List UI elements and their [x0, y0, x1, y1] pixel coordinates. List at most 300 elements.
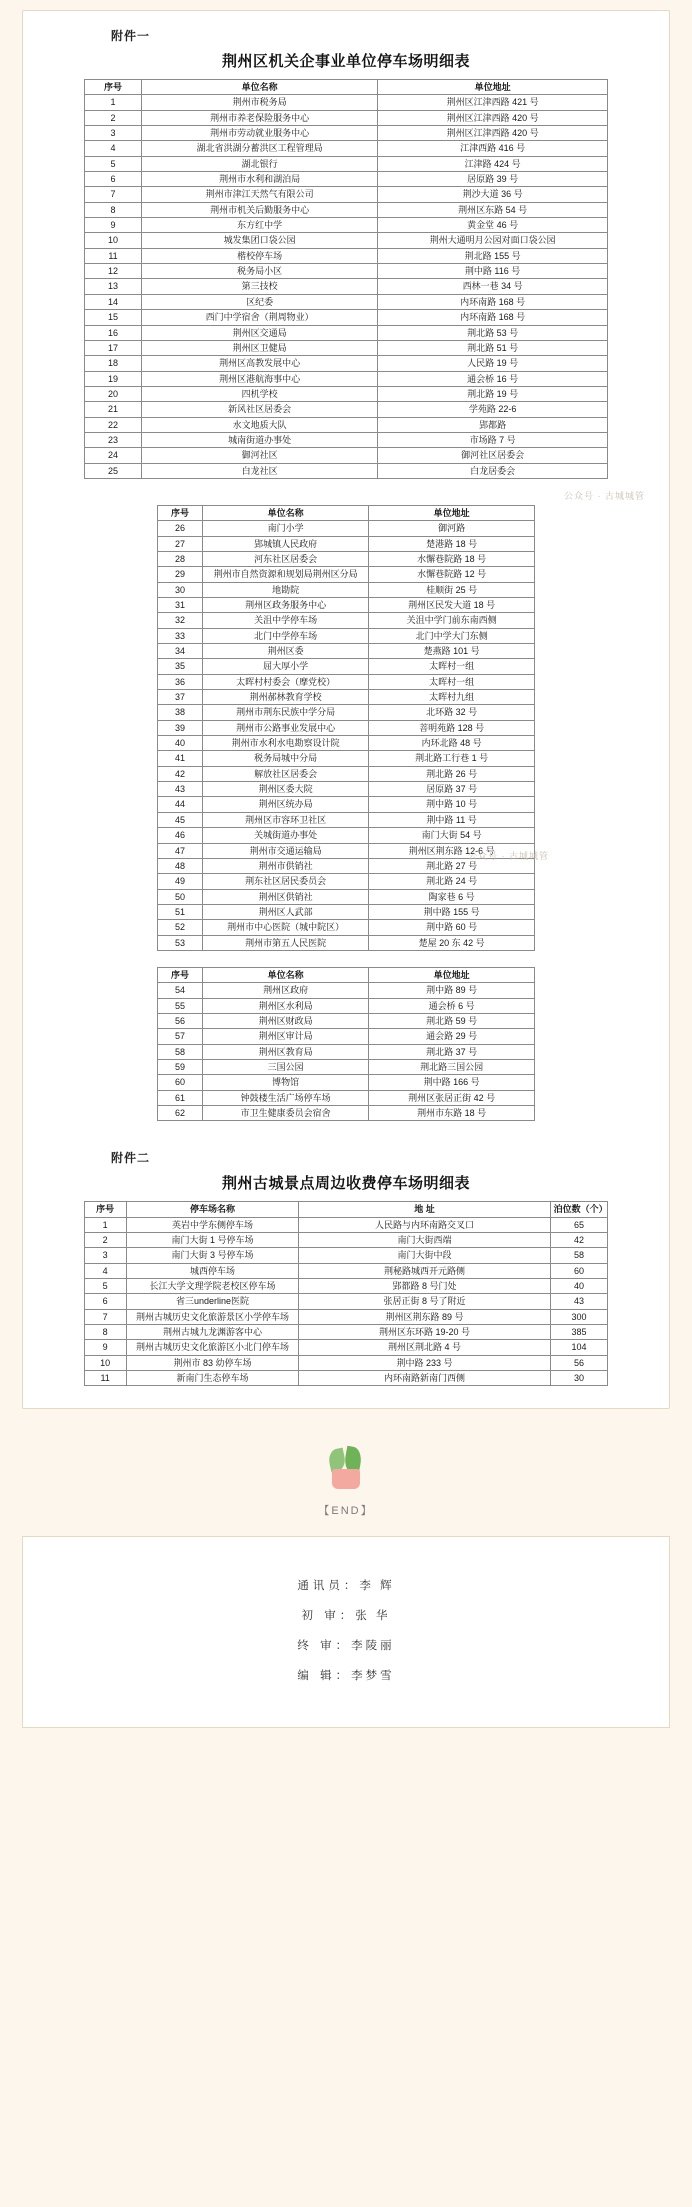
cell-index: 26 — [157, 521, 202, 536]
cell-index: 9 — [84, 218, 142, 233]
table-row — [84, 1340, 608, 1355]
attachment-sheet — [22, 10, 670, 1409]
table-row — [157, 582, 534, 597]
table-row — [84, 218, 608, 233]
table-row — [157, 889, 534, 904]
cell-unit-name: 新风社区居委会 — [142, 402, 378, 417]
cell-index: 21 — [84, 402, 142, 417]
cell-unit-name: 解放社区居委会 — [203, 766, 369, 781]
cell-unit-address: 荆州区江津西路 421 号 — [377, 95, 607, 110]
cell-address: 荆秘路城西开元路侧 — [299, 1263, 550, 1278]
cell-index: 33 — [157, 628, 202, 643]
cell-unit-address: 内环北路 48 号 — [369, 736, 535, 751]
table-row — [84, 432, 608, 447]
cell-index: 43 — [157, 782, 202, 797]
cell-unit-name: 第三技校 — [142, 279, 378, 294]
table-row — [84, 141, 608, 156]
cell-lot-name: 英岩中学东侧停车场 — [126, 1217, 299, 1232]
cell-index: 47 — [157, 843, 202, 858]
cell-index: 50 — [157, 889, 202, 904]
table-header-row — [84, 80, 608, 95]
credit-value: 李 辉 — [359, 1580, 395, 1593]
table-row — [84, 1309, 608, 1324]
cell-space-count: 43 — [550, 1294, 608, 1309]
cell-index: 7 — [84, 1309, 126, 1324]
cell-index: 19 — [84, 371, 142, 386]
cell-lot-name: 荆州古城历史文化旅游区小北门停车场 — [126, 1340, 299, 1355]
cell-index: 4 — [84, 141, 142, 156]
cell-unit-name: 南门小学 — [203, 521, 369, 536]
attachment-1-label: 附件一 — [111, 29, 151, 43]
table-row — [84, 1263, 608, 1278]
cell-unit-name: 四机学校 — [142, 386, 378, 401]
cell-index: 57 — [157, 1029, 202, 1044]
cell-index: 14 — [84, 294, 142, 309]
cell-lot-name: 省三underline医院 — [126, 1294, 299, 1309]
cell-unit-address: 南门大街 54 号 — [369, 828, 535, 843]
cell-unit-address: 楚港路 18 号 — [369, 536, 535, 551]
table-row — [84, 1279, 608, 1294]
col-header-index: 序号 — [84, 80, 142, 95]
cell-unit-address: 荆北路 26 号 — [369, 766, 535, 781]
cell-unit-name: 西门中学宿舍（荆周物业） — [142, 310, 378, 325]
table-row — [84, 325, 608, 340]
cell-unit-address: 荆中路 89 号 — [369, 983, 535, 998]
cell-unit-address: 通会桥 6 号 — [369, 998, 535, 1013]
cell-index: 46 — [157, 828, 202, 843]
table-row — [157, 998, 534, 1013]
cell-index: 61 — [157, 1090, 202, 1105]
cell-unit-address: 白龙居委会 — [377, 463, 607, 478]
cell-unit-address: 荆中路 116 号 — [377, 264, 607, 279]
table-row — [157, 1044, 534, 1059]
credit-row — [23, 1667, 669, 1683]
cell-unit-address: 黄金堂 46 号 — [377, 218, 607, 233]
cell-unit-name: 荆州区统办局 — [203, 797, 369, 812]
cell-unit-address: 陶家巷 6 号 — [369, 889, 535, 904]
cell-unit-name: 关城街道办事处 — [203, 828, 369, 843]
cell-index: 52 — [157, 920, 202, 935]
table-row — [157, 659, 534, 674]
cell-unit-name: 荆州市交通运输局 — [203, 843, 369, 858]
cell-lot-name: 新南门生态停车场 — [126, 1371, 299, 1386]
cell-index: 56 — [157, 1013, 202, 1028]
cell-index: 10 — [84, 1355, 126, 1370]
cell-index: 40 — [157, 736, 202, 751]
cell-unit-name: 荆州区人武部 — [203, 904, 369, 919]
cell-unit-address: 御河路 — [369, 521, 535, 536]
col-header-unit-name: 单位名称 — [203, 505, 369, 520]
cell-unit-name: 荆州区港航海事中心 — [142, 371, 378, 386]
cell-index: 59 — [157, 1059, 202, 1074]
cell-unit-address: 荆州区江津西路 420 号 — [377, 126, 607, 141]
cell-index: 32 — [157, 613, 202, 628]
cell-index: 29 — [157, 567, 202, 582]
cell-unit-address: 荆州大通明月公园对面口袋公园 — [377, 233, 607, 248]
cell-unit-name: 荆州区教育局 — [203, 1044, 369, 1059]
credit-label: 终 审： — [297, 1640, 352, 1653]
cell-unit-address: 荆中路 60 号 — [369, 920, 535, 935]
cell-unit-name: 荆州市第五人民医院 — [203, 935, 369, 950]
col-header-unit-address: 单位地址 — [369, 505, 535, 520]
cell-address: 人民路与内环南路交叉口 — [299, 1217, 550, 1232]
cell-unit-name: 城发集团口袋公园 — [142, 233, 378, 248]
cell-lot-name: 荆州古城九龙渊游客中心 — [126, 1325, 299, 1340]
cell-unit-name: 三国公园 — [203, 1059, 369, 1074]
cell-address: 南门大街西端 — [299, 1233, 550, 1248]
cell-unit-name: 荆州区供销社 — [203, 889, 369, 904]
table-row — [84, 1325, 608, 1340]
cell-unit-name: 荆州区审计局 — [203, 1029, 369, 1044]
table-row — [84, 340, 608, 355]
cell-index: 16 — [84, 325, 142, 340]
cell-unit-name: 荆州市机关后勤服务中心 — [142, 202, 378, 217]
cell-unit-name: 城南街道办事处 — [142, 432, 378, 447]
cell-unit-address: 荆中路 155 号 — [369, 904, 535, 919]
cell-unit-address: 荆北路 37 号 — [369, 1044, 535, 1059]
cell-index: 22 — [84, 417, 142, 432]
cell-unit-name: 税务局城中分局 — [203, 751, 369, 766]
cell-index: 39 — [157, 720, 202, 735]
cell-unit-name: 湖北省洪湖分蓄洪区工程管理局 — [142, 141, 378, 156]
table-row — [157, 521, 534, 536]
cell-unit-address: 北环路 32 号 — [369, 705, 535, 720]
table-row — [157, 551, 534, 566]
cell-index: 10 — [84, 233, 142, 248]
table-row — [84, 187, 608, 202]
col-header-index: 序号 — [157, 967, 202, 982]
cell-index: 5 — [84, 156, 142, 171]
cell-unit-address: 荆北路 59 号 — [369, 1013, 535, 1028]
cell-index: 54 — [157, 983, 202, 998]
cell-index: 8 — [84, 202, 142, 217]
cell-unit-address: 内环南路 168 号 — [377, 310, 607, 325]
cell-index: 35 — [157, 659, 202, 674]
table-row — [157, 904, 534, 919]
table-row — [157, 1075, 534, 1090]
cell-unit-name: 郢城镇人民政府 — [203, 536, 369, 551]
table-row — [84, 1355, 608, 1370]
table-row — [84, 126, 608, 141]
cell-index: 17 — [84, 340, 142, 355]
table-row — [84, 279, 608, 294]
cell-unit-address: 御河社区居委会 — [377, 448, 607, 463]
cell-unit-address: 郢都路 — [377, 417, 607, 432]
cell-unit-name: 税务局小区 — [142, 264, 378, 279]
cell-index: 3 — [84, 1248, 126, 1263]
col-header-unit-address: 单位地址 — [369, 967, 535, 982]
cell-address: 南门大街中段 — [299, 1248, 550, 1263]
cell-unit-address: 内环南路 168 号 — [377, 294, 607, 309]
cell-unit-name: 区纪委 — [142, 294, 378, 309]
cell-unit-name: 钟鼓楼生活广场停车场 — [203, 1090, 369, 1105]
cell-address: 郢都路 8 号门处 — [299, 1279, 550, 1294]
cell-index: 24 — [84, 448, 142, 463]
table-row — [84, 233, 608, 248]
table-row — [157, 736, 534, 751]
table-row — [84, 202, 608, 217]
cell-unit-address: 居原路 37 号 — [369, 782, 535, 797]
table-row — [157, 690, 534, 705]
cell-unit-address: 荆北路工行巷 1 号 — [369, 751, 535, 766]
cell-unit-name: 荆州区政府 — [203, 983, 369, 998]
cell-unit-address: 荆北路 155 号 — [377, 248, 607, 263]
table-row — [157, 1106, 534, 1121]
table-row — [84, 1217, 608, 1232]
cell-unit-name: 太晖村村委会（摩党校） — [203, 674, 369, 689]
cell-space-count: 42 — [550, 1233, 608, 1248]
cell-index: 60 — [157, 1075, 202, 1090]
table-row — [157, 613, 534, 628]
col-header-space-count: 泊位数（个） — [550, 1202, 608, 1217]
cell-space-count: 40 — [550, 1279, 608, 1294]
cell-unit-name: 荆东社区居民委员会 — [203, 874, 369, 889]
table-row — [84, 1294, 608, 1309]
col-header-address: 地 址 — [299, 1202, 550, 1217]
col-header-unit-name: 单位名称 — [142, 80, 378, 95]
cell-address: 荆州区荆东路 89 号 — [299, 1309, 550, 1324]
cell-lot-name: 长江大学文理学院老校区停车场 — [126, 1279, 299, 1294]
cell-unit-name: 荆州市养老保险服务中心 — [142, 110, 378, 125]
cell-unit-name: 荆州区高教发展中心 — [142, 356, 378, 371]
cell-index: 27 — [157, 536, 202, 551]
cell-unit-address: 菩明苑路 128 号 — [369, 720, 535, 735]
cell-index: 18 — [84, 356, 142, 371]
cell-unit-address: 北门中学大门东侧 — [369, 628, 535, 643]
table-row — [157, 983, 534, 998]
cell-lot-name: 南门大街 1 号停车场 — [126, 1233, 299, 1248]
credit-value: 张 华 — [355, 1610, 391, 1623]
cell-unit-address: 江津路 424 号 — [377, 156, 607, 171]
cell-unit-address: 江津西路 416 号 — [377, 141, 607, 156]
cell-unit-address: 荆中路 166 号 — [369, 1075, 535, 1090]
cell-unit-name: 荆州区水利局 — [203, 998, 369, 1013]
table-row — [157, 720, 534, 735]
credit-value: 李陵丽 — [351, 1640, 395, 1653]
cell-index: 1 — [84, 95, 142, 110]
cell-unit-name: 博物馆 — [203, 1075, 369, 1090]
cell-unit-address: 荆州市东路 18 号 — [369, 1106, 535, 1121]
parking-table-part2 — [157, 505, 535, 951]
cell-address: 荆中路 233 号 — [299, 1355, 550, 1370]
cell-unit-address: 荆州区江津西路 420 号 — [377, 110, 607, 125]
cell-index: 49 — [157, 874, 202, 889]
cell-unit-address: 荆中路 11 号 — [369, 812, 535, 827]
cell-unit-address: 楚燕路 101 号 — [369, 644, 535, 659]
cell-unit-address: 荆北路 19 号 — [377, 386, 607, 401]
cell-unit-address: 水懈巷院路 12 号 — [369, 567, 535, 582]
cell-index: 11 — [84, 248, 142, 263]
cell-space-count: 385 — [550, 1325, 608, 1340]
table-row — [84, 248, 608, 263]
end-block — [0, 1437, 692, 1518]
table-row — [157, 598, 534, 613]
credits-box — [22, 1536, 670, 1728]
cell-unit-address: 荆州区张居正街 42 号 — [369, 1090, 535, 1105]
cell-index: 2 — [84, 110, 142, 125]
table-row — [84, 448, 608, 463]
cell-index: 58 — [157, 1044, 202, 1059]
table-row — [84, 156, 608, 171]
col-header-index: 序号 — [157, 505, 202, 520]
cell-index: 13 — [84, 279, 142, 294]
cell-unit-name: 地勘院 — [203, 582, 369, 597]
cell-index: 1 — [84, 1217, 126, 1232]
table-row — [157, 674, 534, 689]
attachment-2-title: 荆州古城景点周边收费停车场明细表 — [221, 1175, 470, 1193]
cell-unit-address: 市场路 7 号 — [377, 432, 607, 447]
cell-index: 62 — [157, 1106, 202, 1121]
cell-unit-address: 学苑路 22-6 — [377, 402, 607, 417]
table-row — [157, 1090, 534, 1105]
cell-unit-address: 西林一巷 34 号 — [377, 279, 607, 294]
cell-unit-name: 荆州市公路事业发展中心 — [203, 720, 369, 735]
parking-table-part1 — [84, 79, 609, 479]
table-row — [157, 628, 534, 643]
cell-index: 51 — [157, 904, 202, 919]
cell-unit-name: 荆州市自然资源和规划局荆州区分局 — [203, 567, 369, 582]
cell-index: 37 — [157, 690, 202, 705]
cell-index: 8 — [84, 1325, 126, 1340]
cell-unit-name: 荆州市供销社 — [203, 858, 369, 873]
table-row — [157, 1059, 534, 1074]
credit-label: 通讯员： — [297, 1580, 360, 1593]
table-row — [84, 371, 608, 386]
cell-unit-name: 荆州市荆东民族中学分局 — [203, 705, 369, 720]
cell-unit-name: 市卫生健康委员会宿舍 — [203, 1106, 369, 1121]
table-row — [84, 356, 608, 371]
credit-label: 编 辑： — [297, 1670, 352, 1683]
cell-index: 48 — [157, 858, 202, 873]
cell-unit-address: 荆州区民发大道 18 号 — [369, 598, 535, 613]
attachment-1-title: 荆州区机关企事业单位停车场明细表 — [221, 53, 470, 70]
cell-index: 23 — [84, 432, 142, 447]
cell-space-count: 300 — [550, 1309, 608, 1324]
cell-index: 4 — [84, 1263, 126, 1278]
cell-lot-name: 荆州古城历史文化旅游景区小学停车场 — [126, 1309, 299, 1324]
cell-index: 7 — [84, 187, 142, 202]
cell-unit-name: 北门中学停车场 — [203, 628, 369, 643]
table-row — [157, 567, 534, 582]
cell-space-count: 56 — [550, 1355, 608, 1370]
cell-index: 36 — [157, 674, 202, 689]
cell-index: 31 — [157, 598, 202, 613]
table-row — [84, 95, 608, 110]
table-row — [84, 386, 608, 401]
cell-unit-name: 东方红中学 — [142, 218, 378, 233]
cell-unit-address: 桂顺街 25 号 — [369, 582, 535, 597]
cell-index: 53 — [157, 935, 202, 950]
table-row — [84, 110, 608, 125]
cell-unit-name: 荆州市津江天然气有限公司 — [142, 187, 378, 202]
cell-unit-address: 荆沙大道 36 号 — [377, 187, 607, 202]
credit-row — [23, 1577, 669, 1593]
cell-unit-name: 楷校停车场 — [142, 248, 378, 263]
cell-unit-name: 荆州区交通局 — [142, 325, 378, 340]
cell-unit-address: 荆州区荆东路 12-6 号 — [369, 843, 535, 858]
table-row — [84, 294, 608, 309]
table-row — [157, 920, 534, 935]
table-row — [84, 264, 608, 279]
cell-index: 11 — [84, 1371, 126, 1386]
cell-address: 荆州区荆北路 4 号 — [299, 1340, 550, 1355]
cell-unit-address: 关沮中学门前东南西侧 — [369, 613, 535, 628]
cell-index: 41 — [157, 751, 202, 766]
cell-index: 5 — [84, 1279, 126, 1294]
cell-unit-name: 关沮中学停车场 — [203, 613, 369, 628]
cell-unit-name: 屈大厚小学 — [203, 659, 369, 674]
cell-unit-name: 御河社区 — [142, 448, 378, 463]
col-header-lot-name: 停车场名称 — [126, 1202, 299, 1217]
table-row — [84, 172, 608, 187]
cell-unit-address: 荆北路 27 号 — [369, 858, 535, 873]
col-header-unit-address: 单位地址 — [377, 80, 607, 95]
table-row — [84, 402, 608, 417]
cell-unit-name: 荆州郝林教育学校 — [203, 690, 369, 705]
cell-index: 42 — [157, 766, 202, 781]
cell-unit-address: 居原路 39 号 — [377, 172, 607, 187]
cell-unit-address: 太晖村九组 — [369, 690, 535, 705]
cell-unit-name: 水文地质大队 — [142, 417, 378, 432]
cell-unit-name: 河东社区居委会 — [203, 551, 369, 566]
cell-index: 44 — [157, 797, 202, 812]
cell-unit-name: 荆州区卫健局 — [142, 340, 378, 355]
table-row — [84, 310, 608, 325]
cell-unit-address: 太晖村一组 — [369, 659, 535, 674]
table-row — [157, 935, 534, 950]
cell-address: 张居正街 8 号了附近 — [299, 1294, 550, 1309]
cell-unit-address: 荆北路三国公园 — [369, 1059, 535, 1074]
cell-lot-name: 城西停车场 — [126, 1263, 299, 1278]
cell-unit-address: 通会桥 16 号 — [377, 371, 607, 386]
cell-index: 55 — [157, 998, 202, 1013]
cell-unit-name: 荆州区委大院 — [203, 782, 369, 797]
col-header-unit-name: 单位名称 — [203, 967, 369, 982]
table-row — [157, 797, 534, 812]
potted-plant-icon — [323, 1437, 369, 1489]
cell-index: 2 — [84, 1233, 126, 1248]
table-row — [157, 751, 534, 766]
table-row — [157, 766, 534, 781]
cell-unit-name: 白龙社区 — [142, 463, 378, 478]
cell-space-count: 60 — [550, 1263, 608, 1278]
table-header-row — [157, 967, 534, 982]
scenic-parking-table — [84, 1201, 609, 1386]
cell-unit-address: 荆中路 10 号 — [369, 797, 535, 812]
table-row — [84, 1233, 608, 1248]
table-row — [157, 812, 534, 827]
attachment-2-label: 附件二 — [111, 1151, 151, 1166]
cell-space-count: 58 — [550, 1248, 608, 1263]
parking-table-part3 — [157, 967, 535, 1121]
cell-unit-name: 荆州市税务局 — [142, 95, 378, 110]
cell-index: 28 — [157, 551, 202, 566]
cell-unit-address: 水懈巷院路 18 号 — [369, 551, 535, 566]
end-label: 【END】 — [318, 1505, 374, 1518]
cell-lot-name: 荆州市 83 幼停车场 — [126, 1355, 299, 1370]
cell-address: 荆州区东环路 19-20 号 — [299, 1325, 550, 1340]
cell-index: 30 — [157, 582, 202, 597]
credit-row — [23, 1637, 669, 1653]
cell-unit-address: 荆州区东路 54 号 — [377, 202, 607, 217]
col-header-index: 序号 — [84, 1202, 126, 1217]
table-header-row — [157, 505, 534, 520]
table-row — [157, 1029, 534, 1044]
cell-unit-name: 荆州市水利和湖泊局 — [142, 172, 378, 187]
cell-space-count: 65 — [550, 1217, 608, 1232]
table-row — [84, 1371, 608, 1386]
table-row — [157, 782, 534, 797]
